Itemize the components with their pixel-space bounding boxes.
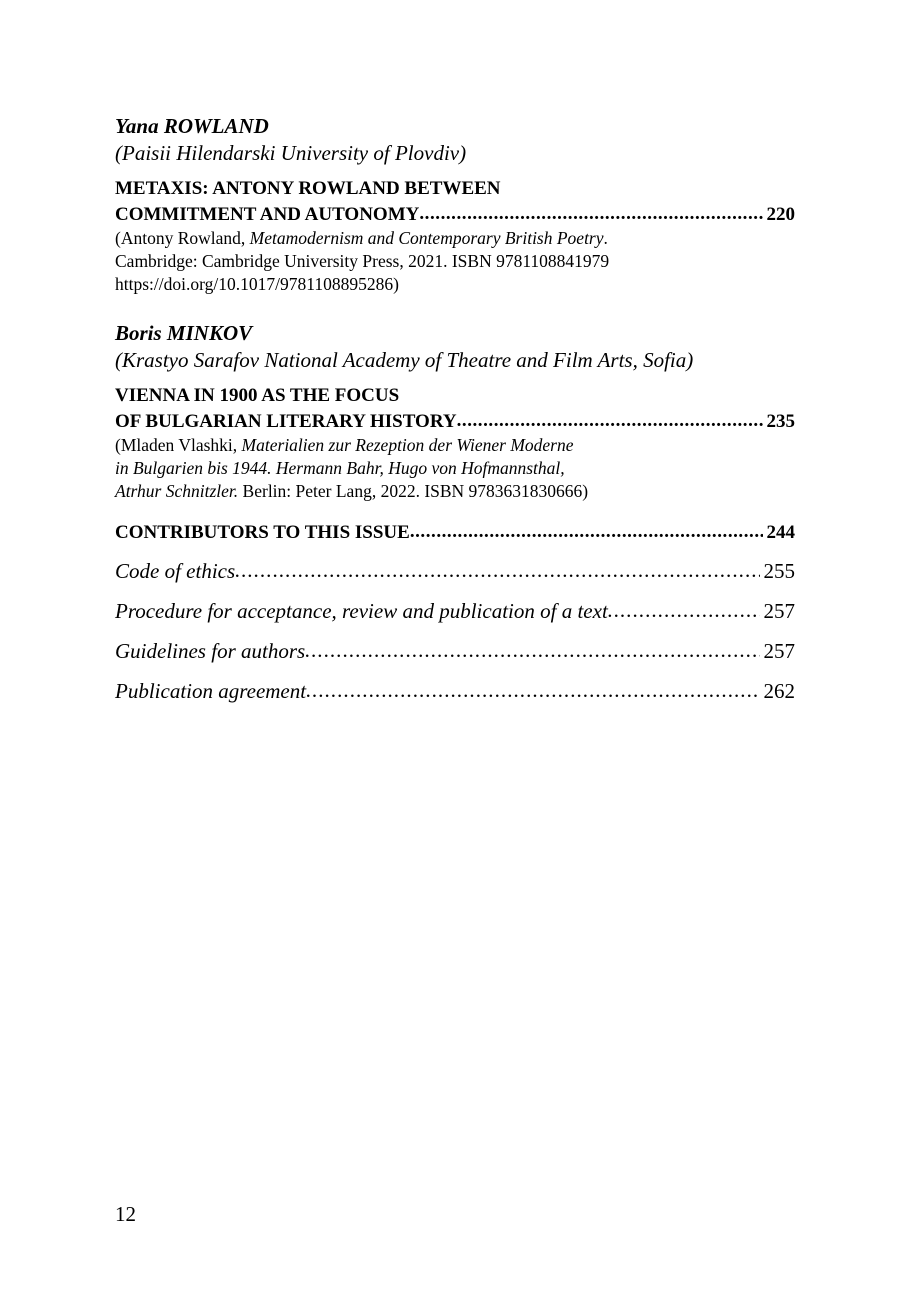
dot-leader	[410, 519, 763, 538]
misc-label: Guidelines for authors	[115, 639, 306, 663]
contributors-row[interactable]	[115, 519, 795, 545]
author-affiliation: (Krastyo Sarafov National Academy of Theatre and Film Arts, Sofia)	[115, 348, 694, 372]
dot-leader	[419, 201, 762, 220]
author-name: Yana ROWLAND	[115, 114, 269, 138]
note-text: Berlin: Peter Lang, 2022. ISBN 9783631830666)	[238, 481, 589, 501]
toc-entry	[115, 113, 795, 296]
note-text: (Antony Rowland,	[115, 228, 250, 248]
dot-leader	[306, 677, 759, 698]
book-title: in Bulgarien bis 1944. Hermann Bahr, Hugo von Hofmannsthal,	[115, 458, 565, 478]
note-text: .	[603, 228, 608, 248]
page-number: 255	[763, 559, 795, 583]
misc-entry-publication-agreement[interactable]	[115, 677, 795, 705]
page-number: 235	[766, 411, 795, 432]
article-title-row[interactable]	[115, 408, 795, 434]
review-note	[115, 434, 795, 503]
misc-label: Procedure for acceptance, review and publication of a text	[115, 599, 608, 623]
author-name: Boris MINKOV	[115, 321, 253, 345]
page-footer-number: 12	[115, 1202, 136, 1226]
misc-entry-guidelines[interactable]	[115, 637, 795, 665]
article-title-line: METAXIS: ANTONY ROWLAND BETWEEN	[115, 178, 501, 199]
article-title-line: COMMITMENT AND AUTONOMY	[115, 204, 420, 225]
doi-link: https://doi.org/10.1017/9781108895286)	[115, 274, 399, 294]
review-note	[115, 227, 795, 296]
page-number: 244	[766, 522, 795, 543]
note-text: Cambridge: Cambridge University Press, 2021. ISBN 9781108841979	[115, 251, 610, 271]
misc-entry-procedure[interactable]	[115, 597, 795, 625]
contributors-label: CONTRIBUTORS TO THIS ISSUE	[115, 522, 410, 543]
table-of-contents	[115, 113, 795, 705]
misc-entry-code-of-ethics[interactable]	[115, 557, 795, 585]
page-number: 257	[763, 599, 795, 623]
misc-label: Code of ethics	[115, 559, 236, 583]
author-affiliation: (Paisii Hilendarski University of Plovdiv)	[115, 141, 467, 165]
article-title-line: OF BULGARIAN LITERARY HISTORY	[115, 411, 457, 432]
page-number: 220	[766, 204, 795, 225]
dot-leader	[608, 597, 760, 618]
page-number: 257	[763, 639, 795, 663]
book-title: Atrhur Schnitzler.	[115, 481, 239, 501]
book-title: Materialien zur Rezeption der Wiener Moderne	[241, 435, 574, 455]
article-title-row[interactable]	[115, 201, 795, 227]
book-title: Metamodernism and Contemporary British Poetry	[249, 228, 604, 248]
misc-label: Publication agreement	[115, 679, 307, 703]
dot-leader	[235, 557, 759, 578]
note-text: (Mladen Vlashki,	[115, 435, 242, 455]
dot-leader	[457, 408, 763, 427]
article-title-line: VIENNA IN 1900 AS THE FOCUS	[115, 385, 400, 406]
page-number: 262	[763, 679, 795, 703]
toc-entry	[115, 320, 795, 503]
dot-leader	[305, 637, 759, 658]
